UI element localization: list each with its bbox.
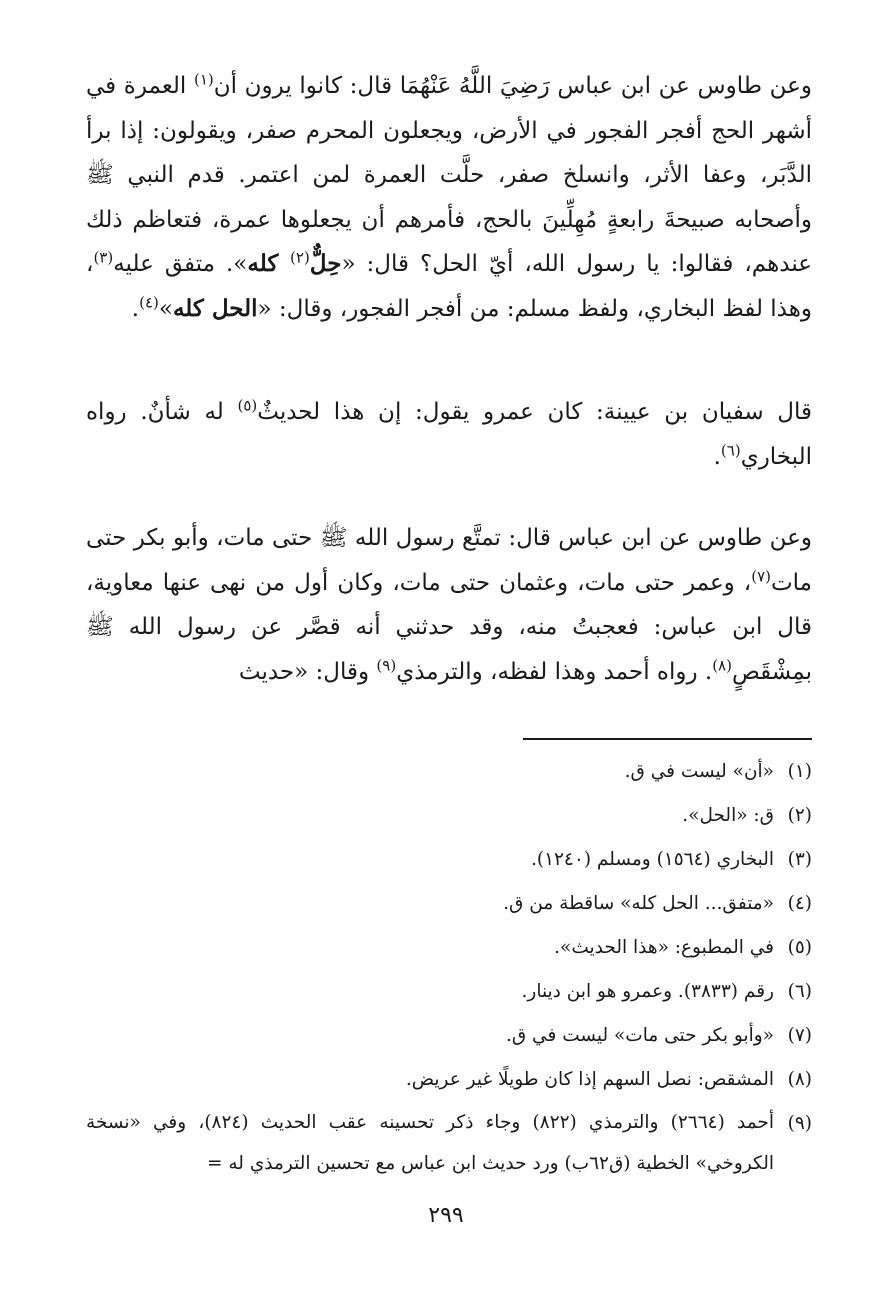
paragraph-2: [86, 390, 812, 479]
footnote-ref-7[interactable]: (٧): [751, 566, 772, 585]
text-run: وقال: «حديث: [238, 658, 377, 685]
footnote-item: [86, 882, 812, 926]
footnote-number: (٥): [787, 937, 812, 958]
text-run: .: [131, 295, 140, 322]
footnote-text: «أن» ليست في ق.: [624, 761, 774, 782]
footnote-number: (٢): [787, 805, 812, 826]
footnote-text: «متفق... الحل كله» ساقطة من ق.: [503, 893, 774, 914]
paragraph-1: [86, 64, 812, 331]
main-text: [86, 390, 812, 479]
text-run: .: [713, 443, 721, 470]
paragraph-3: [86, 516, 812, 694]
footnote-ref-4[interactable]: (٤): [139, 292, 159, 311]
text-run: العمرة في أشهر الحج أفجر الفجور في الأرض، ويجعلون المحرم صفر، ويقولون: إذا برأ الدَّبَر، وعفا الأثر، وانسلخ صفر، حلَّت العمرة لمن اعتمر. قدم النبي ﷺ وأصحابه صبيحةَ رابعةٍ مُهِلِّينَ بالحج، فأمرهم أن يجعلوها عمرة، فتعاظم ذلك عندهم، فقالوا: يا رسول الله، أيّ الحل؟ قال: «: [86, 73, 812, 277]
text-run: »: [158, 295, 173, 322]
footnote-item: [86, 926, 812, 970]
footnote-text: رقم (٣٨٣٣). وعمرو هو ابن دينار.: [521, 981, 774, 1002]
footnote-text: أحمد (٢٦٦٤) والترمذي (٨٢٢) وجاء ذكر تحسينه عقب الحديث (٨٢٤)، وفي «نسخة الكروخي» الخطية (ق٦٢ب) ورد حديث ابن عباس مع تحسين الترمذي له =: [86, 1112, 774, 1174]
text-run: له شأنٌ. رواه البخاري: [86, 399, 812, 470]
footnote-ref-1[interactable]: (١): [193, 70, 214, 89]
footnote-text: «وأبو بكر حتى مات» ليست في ق.: [505, 1025, 774, 1046]
footnote-ref-8[interactable]: (٨): [712, 655, 732, 674]
footnote-number: (٦): [787, 981, 812, 1002]
footnote-text: ق: «الحل».: [682, 805, 774, 826]
footnote-number: (٧): [787, 1025, 812, 1046]
footnote-item: [86, 794, 812, 838]
footnote-text: البخاري (١٥٦٤) ومسلم (١٢٤٠).: [530, 849, 774, 870]
hadith-quote-bold: الحل كله: [172, 294, 258, 322]
text-run: ». متفق عليه: [113, 251, 248, 277]
footnote-separator: [523, 738, 812, 740]
footnote-number: (٣): [787, 849, 812, 870]
page-number: ٢٩٩: [428, 1203, 464, 1228]
footnote-ref-6[interactable]: (٦): [720, 440, 741, 459]
footnote-item: [86, 750, 812, 794]
footnote-number: (٨): [787, 1069, 812, 1090]
footnotes: [86, 750, 812, 1184]
footnote-item: [86, 1102, 812, 1184]
text-run: ، وعمر حتى مات، وعثمان حتى مات، وكان أول من نهى عنها معاوية، قال ابن عباس: فعجبتُ منه، وقد حدثني أنه قصَّر عن رسول الله ﷺ بمِشْقَصٍ: [86, 569, 812, 685]
footnote-item: [86, 970, 812, 1014]
footnote-text: في المطبوع: «هذا الحديث».: [554, 937, 774, 958]
footnote-ref-2[interactable]: (٢): [290, 248, 310, 267]
text-run: ، وهذا لفظ البخاري، ولفظ مسلم: من أفجر الفجور، وقال: «: [86, 251, 812, 322]
footnote-ref-5[interactable]: (٥): [237, 396, 258, 415]
footnote-item: [86, 838, 812, 882]
footnote-number: (١): [787, 761, 812, 782]
footnote-ref-3[interactable]: (٣): [93, 248, 114, 267]
footnote-ref-9[interactable]: (٩): [376, 655, 397, 674]
footnote-number: (٩): [787, 1113, 812, 1134]
text-run: قال سفيان بن عيينة: كان عمرو يقول: إن هذا لحديثٌ: [257, 399, 812, 425]
main-text: [86, 64, 812, 331]
text-run: وعن طاوس عن ابن عباس قال: تمتَّع رسول الله ﷺ حتى مات، وأبو بكر حتى مات: [86, 525, 812, 596]
footnote-number: (٤): [787, 893, 812, 914]
text-run: . رواه أحمد وهذا لفظه، والترمذي: [396, 658, 713, 685]
text-run: وعن طاوس عن ابن عباس رَضِيَ اللَّهُ عَنْهُمَا قال: كانوا يرون أن: [213, 73, 812, 99]
hadith-quote-bold: كله: [247, 250, 291, 277]
footnote-text: المشقص: نصل السهم إذا كان طويلًا غير عريض.: [405, 1069, 774, 1090]
hadith-quote-bold: حِلٌّ: [309, 250, 342, 277]
main-text: [86, 516, 812, 694]
footnote-item: [86, 1058, 812, 1102]
footnote-item: [86, 1014, 812, 1058]
